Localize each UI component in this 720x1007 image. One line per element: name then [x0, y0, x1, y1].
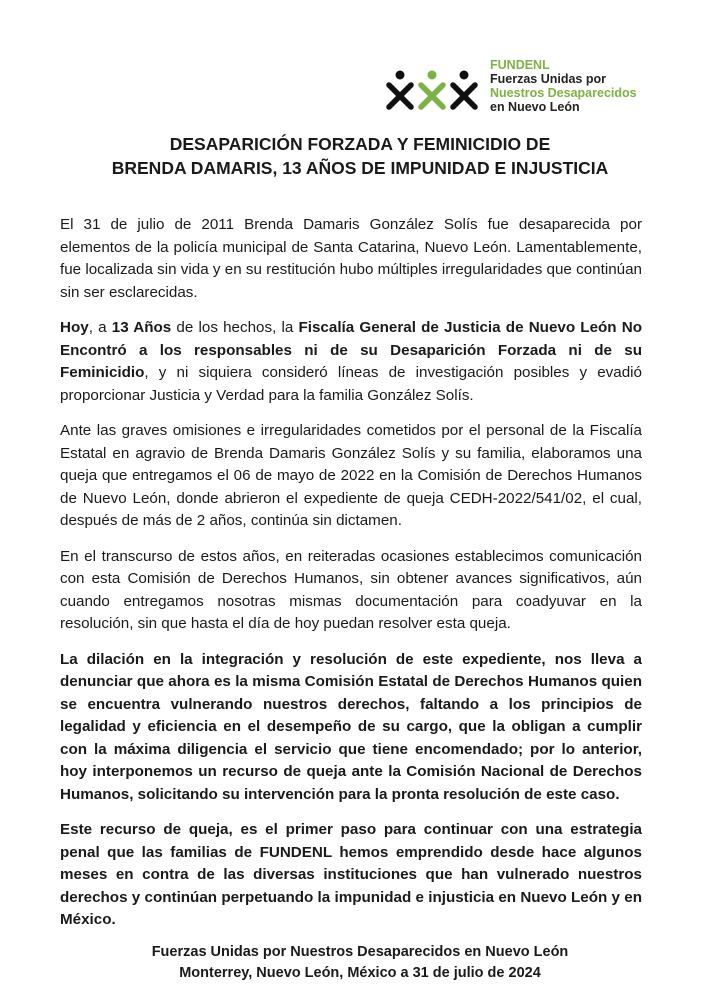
paragraph-2 [60, 317, 642, 407]
paragraph-6: Este recurso de queja, es el primer paso para continuar con una estrategia penal que las familias de FUNDENL hemos emprendido desde hace algunos meses en contra de las diversas instituciones que han vulnerado nuestros derechos y continúan perpetuando la impunidad e injusticia en Nuevo León y en México. [60, 821, 642, 928]
paragraph-2-text-c: , y ni siquiera consideró líneas de investigación posibles y evadió proporcionar Justicia y Verdad para la familia González Solís. [60, 364, 642, 404]
document-footer [40, 942, 680, 984]
paragraph-2-strong-fiscalia: Fiscalía General de Justicia de Nuevo León No Encontró a los responsables ni de su Desaparición Forzada ni de su Feminicidio [60, 319, 643, 381]
logo-text [490, 58, 637, 114]
title-line-1: DESAPARICIÓN FORZADA Y FEMINICIDIO DE [169, 134, 551, 154]
paragraph-2-text-a: , a [88, 319, 112, 336]
footer-line-2: Monterrey, Nuevo León, México a 31 de julio de 2024 [179, 965, 541, 981]
title-line-2: BRENDA DAMARIS, 13 AÑOS DE IMPUNIDAD E INJUSTICIA [111, 158, 609, 178]
paragraph-2-strong-years: 13 Años [111, 319, 172, 336]
logo-line-2: Nuestros Desaparecidos [490, 86, 637, 100]
paragraph-3: Ante las graves omisiones e irregularidades cometidos por el personal de la Fiscalía Estatal en agravio de Brenda Damaris González Solís y su familia, elaboramos una queja que entregamos el 06 de mayo de 2022 en la Comisión de Derechos Humanos de Nuevo León, donde abrieron el expediente de queja CEDH-2022/541/02, el cual, después de más de 2 años, continúa sin dictamen. [60, 422, 642, 529]
logo-line-1: Fuerzas Unidas por [490, 72, 606, 86]
paragraph-5: La dilación en la integración y resolución de este expediente, nos lleva a denunciar que ahora es la misma Comisión Estatal de Derechos Humanos quien se encuentra vulnerando nuestros derechos, faltando a los principios de legalidad y eficiencia en el desempeño de su cargo, que la obligan a cumplir con la máxima diligencia el servicio que tiene encomendado; por lo anterior, hoy interponemos un recurso de queja ante la Comisión Nacional de Derechos Humanos, solicitando su intervención para la pronta resolución de este caso. [60, 650, 642, 803]
paragraph-2-text-b: de los hechos, la [171, 319, 299, 336]
logo-org-short: FUNDENL [490, 58, 550, 72]
paragraph-2-strong-hoy: Hoy [60, 319, 89, 336]
paragraph-1: El 31 de julio de 2011 Brenda Damaris González Solís fue desaparecida por elementos de la policía municipal de Santa Catarina, Nuevo León. Lamentablemente, fue localizada sin vida y en su restitución hubo múltiples irregularidades que continúan sin ser esclarecidas. [60, 216, 642, 301]
three-people-icon [386, 70, 482, 110]
logo-line-3: en Nuevo León [490, 100, 580, 114]
paragraph-4: En el transcurso de estos años, en reiteradas ocasiones establecimos comunicación con esta Comisión de Derechos Humanos, sin obtener avances significativos, aún cuando entregamos nosotras mismas documentación para coadyuvar en la resolución, sin que hasta el día de hoy puedan resolver esta queja. [60, 547, 642, 632]
document-body [60, 214, 642, 945]
document-title [40, 132, 680, 180]
footer-line-1: Fuerzas Unidas por Nuestros Desaparecidos en Nuevo León [151, 944, 569, 960]
fundenl-logo [386, 58, 686, 114]
